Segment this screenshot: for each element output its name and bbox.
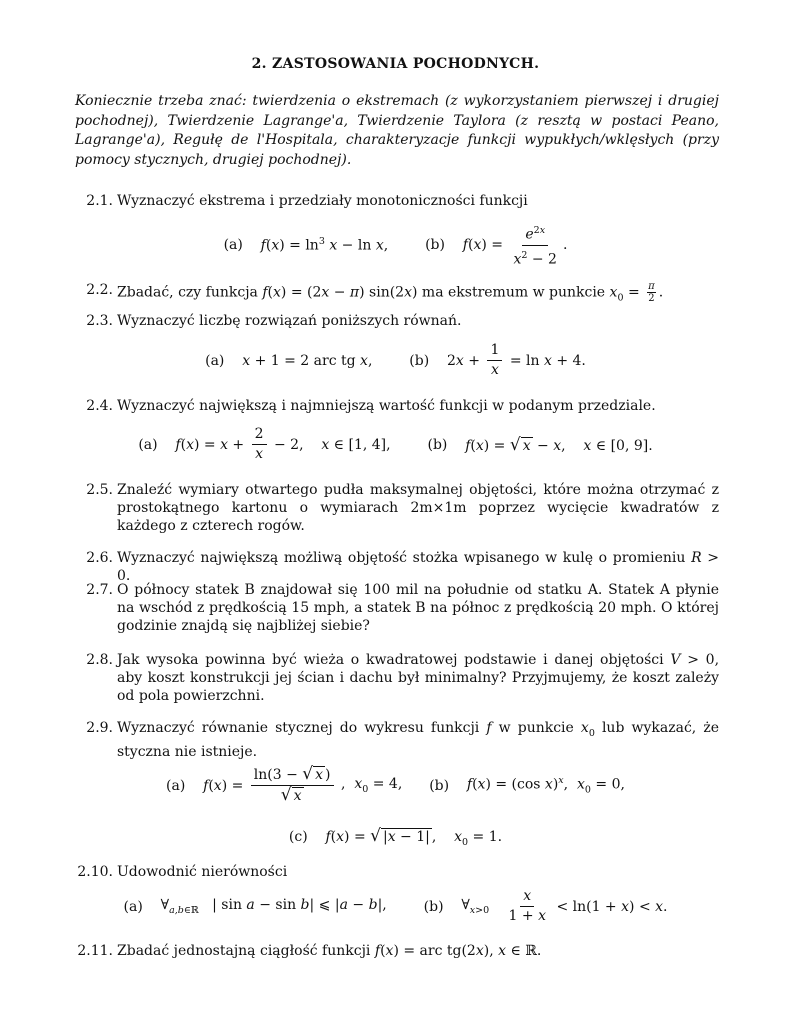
label-a: (a) (138, 436, 158, 453)
label-b: (b) (425, 237, 445, 254)
equation-2-1: (a) $f(x) = \ln^3 x - \ln x$, (b) f(x) = $\frac{e^{2x}}{x^2 - 2}$ . (0, 222, 791, 268)
problem-text: Zbadać, czy funkcja (117, 284, 258, 301)
problem-2-7 (75, 581, 719, 635)
problem-2-10 (75, 863, 719, 881)
problem-2-5 (75, 481, 719, 535)
problem-text: O północy statek B znajdował się 100 mil na południe od statku A. Statek A płynie na wschód z prędkością 15 mph, a statek B na północ z prędkością 20 mph. O której godzinie znajdą się najbliżej siebie? (117, 582, 719, 634)
problem-text: Wyznaczyć największą możliwą objętość stożka wpisanego w kulę o promieniu (117, 550, 686, 566)
problem-text: Wyznaczyć największą i najmniejszą wartość funkcji w podanym przedziale. (117, 398, 656, 414)
label-a: (a) (205, 352, 225, 369)
problem-text-after: , aby koszt konstrukcji jej ścian i dachu był minimalny? Przyjmujemy, że koszt zależy od pola powierzchni. (117, 652, 720, 704)
problem-text: Znaleźć wymiary otwartego pudła maksymalnej objętości, które można otrzymać z prostokątnego kartonu o wymiarach 2m×1m poprzez wycięcie kwadratów z każdego z czterech rogów. (117, 482, 719, 534)
problem-text-after: lub wykazać, że styczna nie istnieje. (117, 720, 719, 760)
label-b: (b) (423, 898, 444, 915)
page-title: 2. ZASTOSOWANIA POCHODNYCH. (251, 56, 540, 72)
label-a: (a) (166, 777, 186, 794)
equation-2-4: (a) f(x) = x + $\frac{2}{x}$ − 2, x ∈ [1, 4], (b) f(x) = √ x − x, x ∈ [0, 9]. (138, 426, 653, 462)
problem-number: 2.3. (86, 313, 113, 329)
problem-text: Wyznaczyć ekstrema i przedziały monotoniczności funkcji (117, 193, 528, 209)
problem-number: 2.4. (86, 398, 113, 414)
problem-2-1 (75, 192, 719, 210)
label-a: (a) (223, 237, 243, 254)
problem-2-11: 2.11. Zbadać jednostajną ciągłość funkcji f(x) = arc tg(2x), x ∈ ℝ. (75, 942, 719, 960)
equation-2-9-ab: (a) f(x) = $\frac{\ln(3 - √ x )}{√ x}$ , $x_0 = 4$, (b) f(x) = (cos x)$^x$, $x_0 = 0$, (166, 764, 625, 805)
equation-2-9-c: (c) f(x) = √ |x − 1| , $x_0 = 1$. (288, 826, 503, 848)
problem-2-6: 2.6. Wyznaczyć największą możliwą objętość stożka wpisanego w kulę o promieniu R > 0. (75, 549, 719, 585)
label-b: (b) (427, 436, 448, 453)
problem-2-9: 2.9. Wyznaczyć równanie stycznej do wykresu funkcji f w punkcie $x_0$ lub wykazać, że styczna nie istnieje. (75, 719, 719, 761)
problem-text: Jak wysoka powinna być wieża o kwadratowej podstawie i danej objętości (117, 652, 664, 668)
problem-text: Wyznaczyć liczbę rozwiązań poniższych równań. (117, 313, 462, 329)
problem-number: 2.10. (77, 864, 113, 880)
problem-text: Zbadać jednostajną ciągłość funkcji (117, 943, 371, 959)
problem-2-3 (75, 312, 719, 330)
equation-2-10: (a) $\forall_{a,b\in ℝ}$ | sin a − sin b| ⩽ |a − b|, (b) $\forall_{x>0}$ $\frac{x}{1 + x}$ < ln(1 + x) < x. (123, 888, 668, 924)
problem-number: 2.1. (86, 193, 113, 209)
problem-text-mid: w punkcie (498, 720, 574, 736)
problem-number: 2.8. (86, 652, 113, 668)
problem-number: 2.11. (77, 943, 113, 959)
problem-2-2: 2.2. Zbadać, czy funkcja f(x) = (2x − π) sin(2x) ma ekstremum w punkcie $x_0$ = $\frac{\pi}{2}$ . (75, 281, 719, 307)
problem-number: 2.9. (86, 720, 113, 736)
equation-2-3: (a) x + 1 = 2 arc tg x, (b) 2x + $\frac{1}{x}$ = ln x + 4. (205, 342, 586, 378)
problem-text-mid: ma ekstremum w punkcie (421, 284, 606, 301)
problem-number: 2.6. (86, 550, 113, 566)
label-c: (c) (288, 828, 308, 845)
problem-text: Udowodnić nierówności (117, 864, 288, 880)
label-a: (a) (123, 898, 143, 915)
problem-2-4 (75, 397, 719, 415)
label-b: (b) (429, 777, 450, 794)
problem-2-8: 2.8. Jak wysoka powinna być wieża o kwadratowej podstawie i danej objętości V > 0, aby koszt konstrukcji jej ścian i dachu był minimalny? Przyjmujemy, że koszt zależy od pola powierzchni. (75, 651, 719, 705)
problem-number: 2.2. (86, 282, 113, 298)
problem-number: 2.5. (86, 482, 113, 498)
label-b: (b) (409, 352, 430, 369)
problem-text: Wyznaczyć równanie stycznej do wykresu funkcji (117, 720, 480, 736)
problem-number: 2.7. (86, 582, 113, 598)
intro-paragraph: Koniecznie trzeba znać: twierdzenia o ekstremach (z wykorzystaniem pierwszej i drugiej pochodnej), Twierdzenie Lagrange'a, Twierdzenie Taylora (z resztą w postaci Peano, Lagrange'a), Regułę de l'Hospitala, charakteryzacje funkcji wypukłych/wklęsłych (przy pomocy stycznych, drugiej pochodnej). (75, 93, 719, 168)
